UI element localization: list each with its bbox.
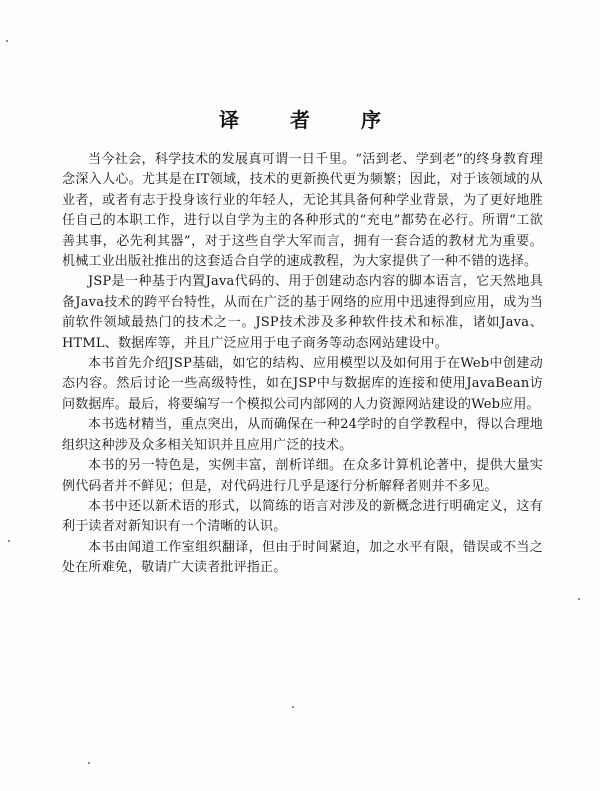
- preface-body: [62, 150, 543, 579]
- paragraph-6: 本书中还以新术语的形式，以简练的语言对涉及的新概念进行明确定义，这有利于读者对新知识有一个清晰的认识。: [62, 498, 543, 535]
- paragraph-2: JSP是一种基于内置Java代码的、用于创建动态内容的脚本语言，它天然地具备Java技术的跨平台特性，从而在广泛的基于网络的应用中迅速得到应用，成为当前软件领域最热门的技术之一。JSP技术涉及多种软件技术和标准，诸如Java、HTML、数据库等，并且广泛应用于电子商务等动态网站建设中。: [62, 274, 543, 351]
- page-title: 译 者 序: [219, 108, 403, 132]
- scan-speck: [6, 40, 8, 42]
- paragraph-7: 本书由闻道工作室组织翻译，但由于时间紧迫，加之水平有限，错误或不当之处在所难免，敬请广大读者批评指正。: [62, 539, 543, 576]
- scan-speck: [578, 598, 580, 600]
- paragraph-1: 当今社会，科学技术的发展真可谓一日千里。“活到老、学到老”的终身教育理念深入人心。尤其是在IT领域，技术的更新换代更为频繁；因此，对于该领域的从业者，或者有志于投身该行业的年轻人，无论其具备何种学业背景，为了更好地胜任自己的本职工作，进行以自学为主的各种形式的“充电”都势在必行。所谓“工欲善其事，必先利其器”，对于这些自学大军而言，拥有一套合适的教材尤为重要。机械工业出版社推出的这套适合自学的速成教程，为大家提供了一种不错的选择。: [62, 152, 543, 270]
- paragraph-3: 本书首先介绍JSP基础，如它的结构、应用模型以及如何用于在Web中创建动态内容。然后讨论一些高级特性，如在JSP中与数据库的连接和使用JavaBean访问数据库。最后，将要编写一个模拟公司内部网的人力资源网站建设的Web应用。: [62, 356, 543, 412]
- scan-speck: [88, 762, 90, 764]
- scan-speck: [8, 540, 10, 542]
- paragraph-5: 本书的另一特色是，实例丰富，剖析详细。在众多计算机论著中，提供大量实例代码者并不鲜见；但是，对代码进行几乎是逐行分析解释者则并不多见。: [62, 458, 543, 494]
- paragraph-4: 本书选材精当，重点突出，从而确保在一种24学时的自学教程中，得以合理地组织这种涉及众多相关知识并且应用广泛的技术。: [62, 417, 543, 453]
- scan-speck: [292, 706, 294, 708]
